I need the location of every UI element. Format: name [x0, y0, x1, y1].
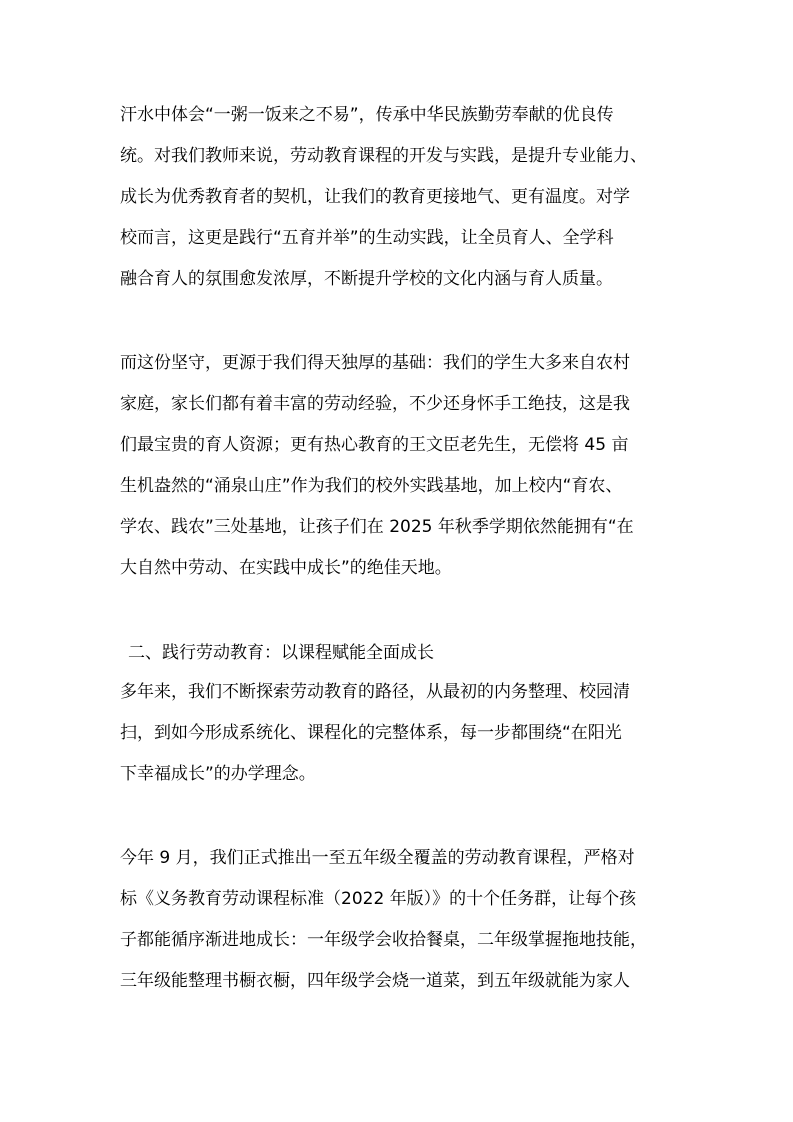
text-line: 标《义务教育劳动课程标准（2022 年版）》的十个任务群，让每个孩: [120, 889, 637, 909]
text-line: 家庭，家长们都有着丰富的劳动经验，不少还身怀手工绝技，这是我: [120, 394, 630, 414]
section-heading: 二、践行劳动教育：以课程赋能全面成长: [128, 643, 434, 663]
text-line: 今年 9 月，我们正式推出一至五年级全覆盖的劳动教育课程，严格对: [120, 848, 635, 868]
text-line: 大自然中劳动、在实践中成长”的绝佳天地。: [120, 558, 452, 578]
text-line: 们最宝贵的育人资源；更有热心教育的王文臣老先生，无偿将 45 亩: [120, 435, 629, 455]
text-line: 统。对我们教师来说，劳动教育课程的开发与实践，是提升专业能力、: [120, 146, 647, 166]
text-line: 下幸福成长”的办学理念。: [120, 764, 316, 784]
text-line: 学农、践农”三处基地，让孩子们在 2025 年秋季学期依然能拥有“在: [120, 517, 634, 537]
text-line: 汗水中体会“一粥一饭来之不易”，传承中华民族勤劳奉献的优良传: [120, 105, 614, 125]
text-line: 成长为优秀教育者的契机，让我们的教育更接地气、更有温度。对学: [120, 187, 630, 207]
text-line: 扫，到如今形成系统化、课程化的完整体系，每一步都围绕“在阳光: [120, 723, 622, 743]
text-line: 子都能循序渐进地成长：一年级学会收拾餐桌，二年级掌握拖地技能，: [120, 930, 647, 950]
text-line: 多年来，我们不断探索劳动教育的路径，从最初的内务整理、校园清: [120, 682, 630, 702]
text-line: 生机盎然的“涌泉山庄”作为我们的校外实践基地，加上校内“育农、: [120, 476, 623, 496]
text-line: 三年级能整理书橱衣橱，四年级学会烧一道菜，到五年级就能为家人: [120, 971, 630, 991]
text-line: 校而言，这更是践行“五育并举”的生动实践，让全员育人、全学科: [120, 228, 614, 248]
text-line: 融合育人的氛围愈发浓厚，不断提升学校的文化内涵与育人质量。: [120, 269, 613, 289]
text-line: 而这份坚守，更源于我们得天独厚的基础：我们的学生大多来自农村: [120, 353, 630, 373]
